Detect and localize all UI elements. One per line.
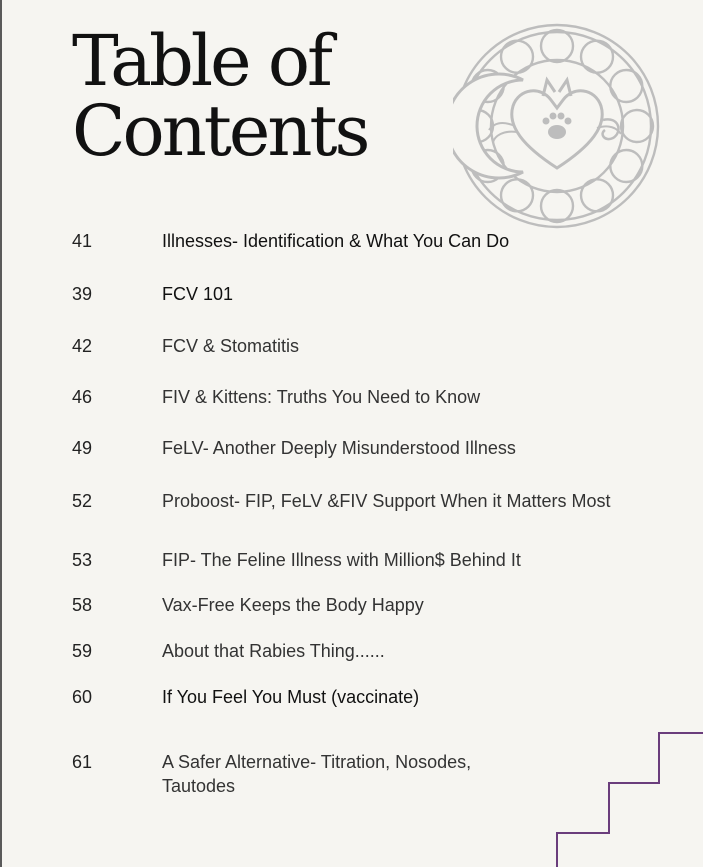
toc-page-number: 58 [72, 595, 93, 615]
toc-entry-title: FeLV- Another Deeply Misunderstood Illness [162, 438, 516, 458]
toc-page-number: 61 [72, 752, 93, 772]
stairs-decoration [555, 731, 703, 867]
toc-entry-title: Vax-Free Keeps the Body Happy [162, 595, 424, 615]
toc-entry-title: A Safer Alternative- Titration, Nosodes, Tautodes [162, 752, 472, 796]
toc-entry-title: About that Rabies Thing...... [162, 641, 385, 661]
toc-entry-title: FCV & Stomatitis [162, 336, 300, 356]
toc-entry-title: FCV 101 [162, 284, 234, 304]
toc-entry-title: If You Feel You Must (vaccinate) [162, 687, 420, 707]
toc-entry-title: Proboost- FIP, FeLV &FIV Support When it Matters Most [162, 491, 611, 511]
toc-page-number: 41 [72, 231, 93, 251]
toc-page-number: 39 [72, 284, 93, 304]
toc-entry-title: Illnesses- Identification & What You Can Do [162, 231, 510, 251]
toc-page-number: 49 [72, 438, 93, 458]
toc-page-number: 52 [72, 491, 93, 511]
toc-entry-title: FIV & Kittens: Truths You Need to Know [162, 387, 481, 407]
title-line-2: Contents [72, 90, 368, 172]
title-line-1: Table of [72, 20, 330, 102]
toc-page-number: 60 [72, 687, 93, 707]
toc-page-number: 42 [72, 336, 93, 356]
toc-page-number: 59 [72, 641, 93, 661]
toc-page-number: 53 [72, 550, 93, 570]
toc-page-number: 46 [72, 387, 93, 407]
toc-entry-title: FIP- The Feline Illness with Million$ Behind It [162, 550, 521, 570]
